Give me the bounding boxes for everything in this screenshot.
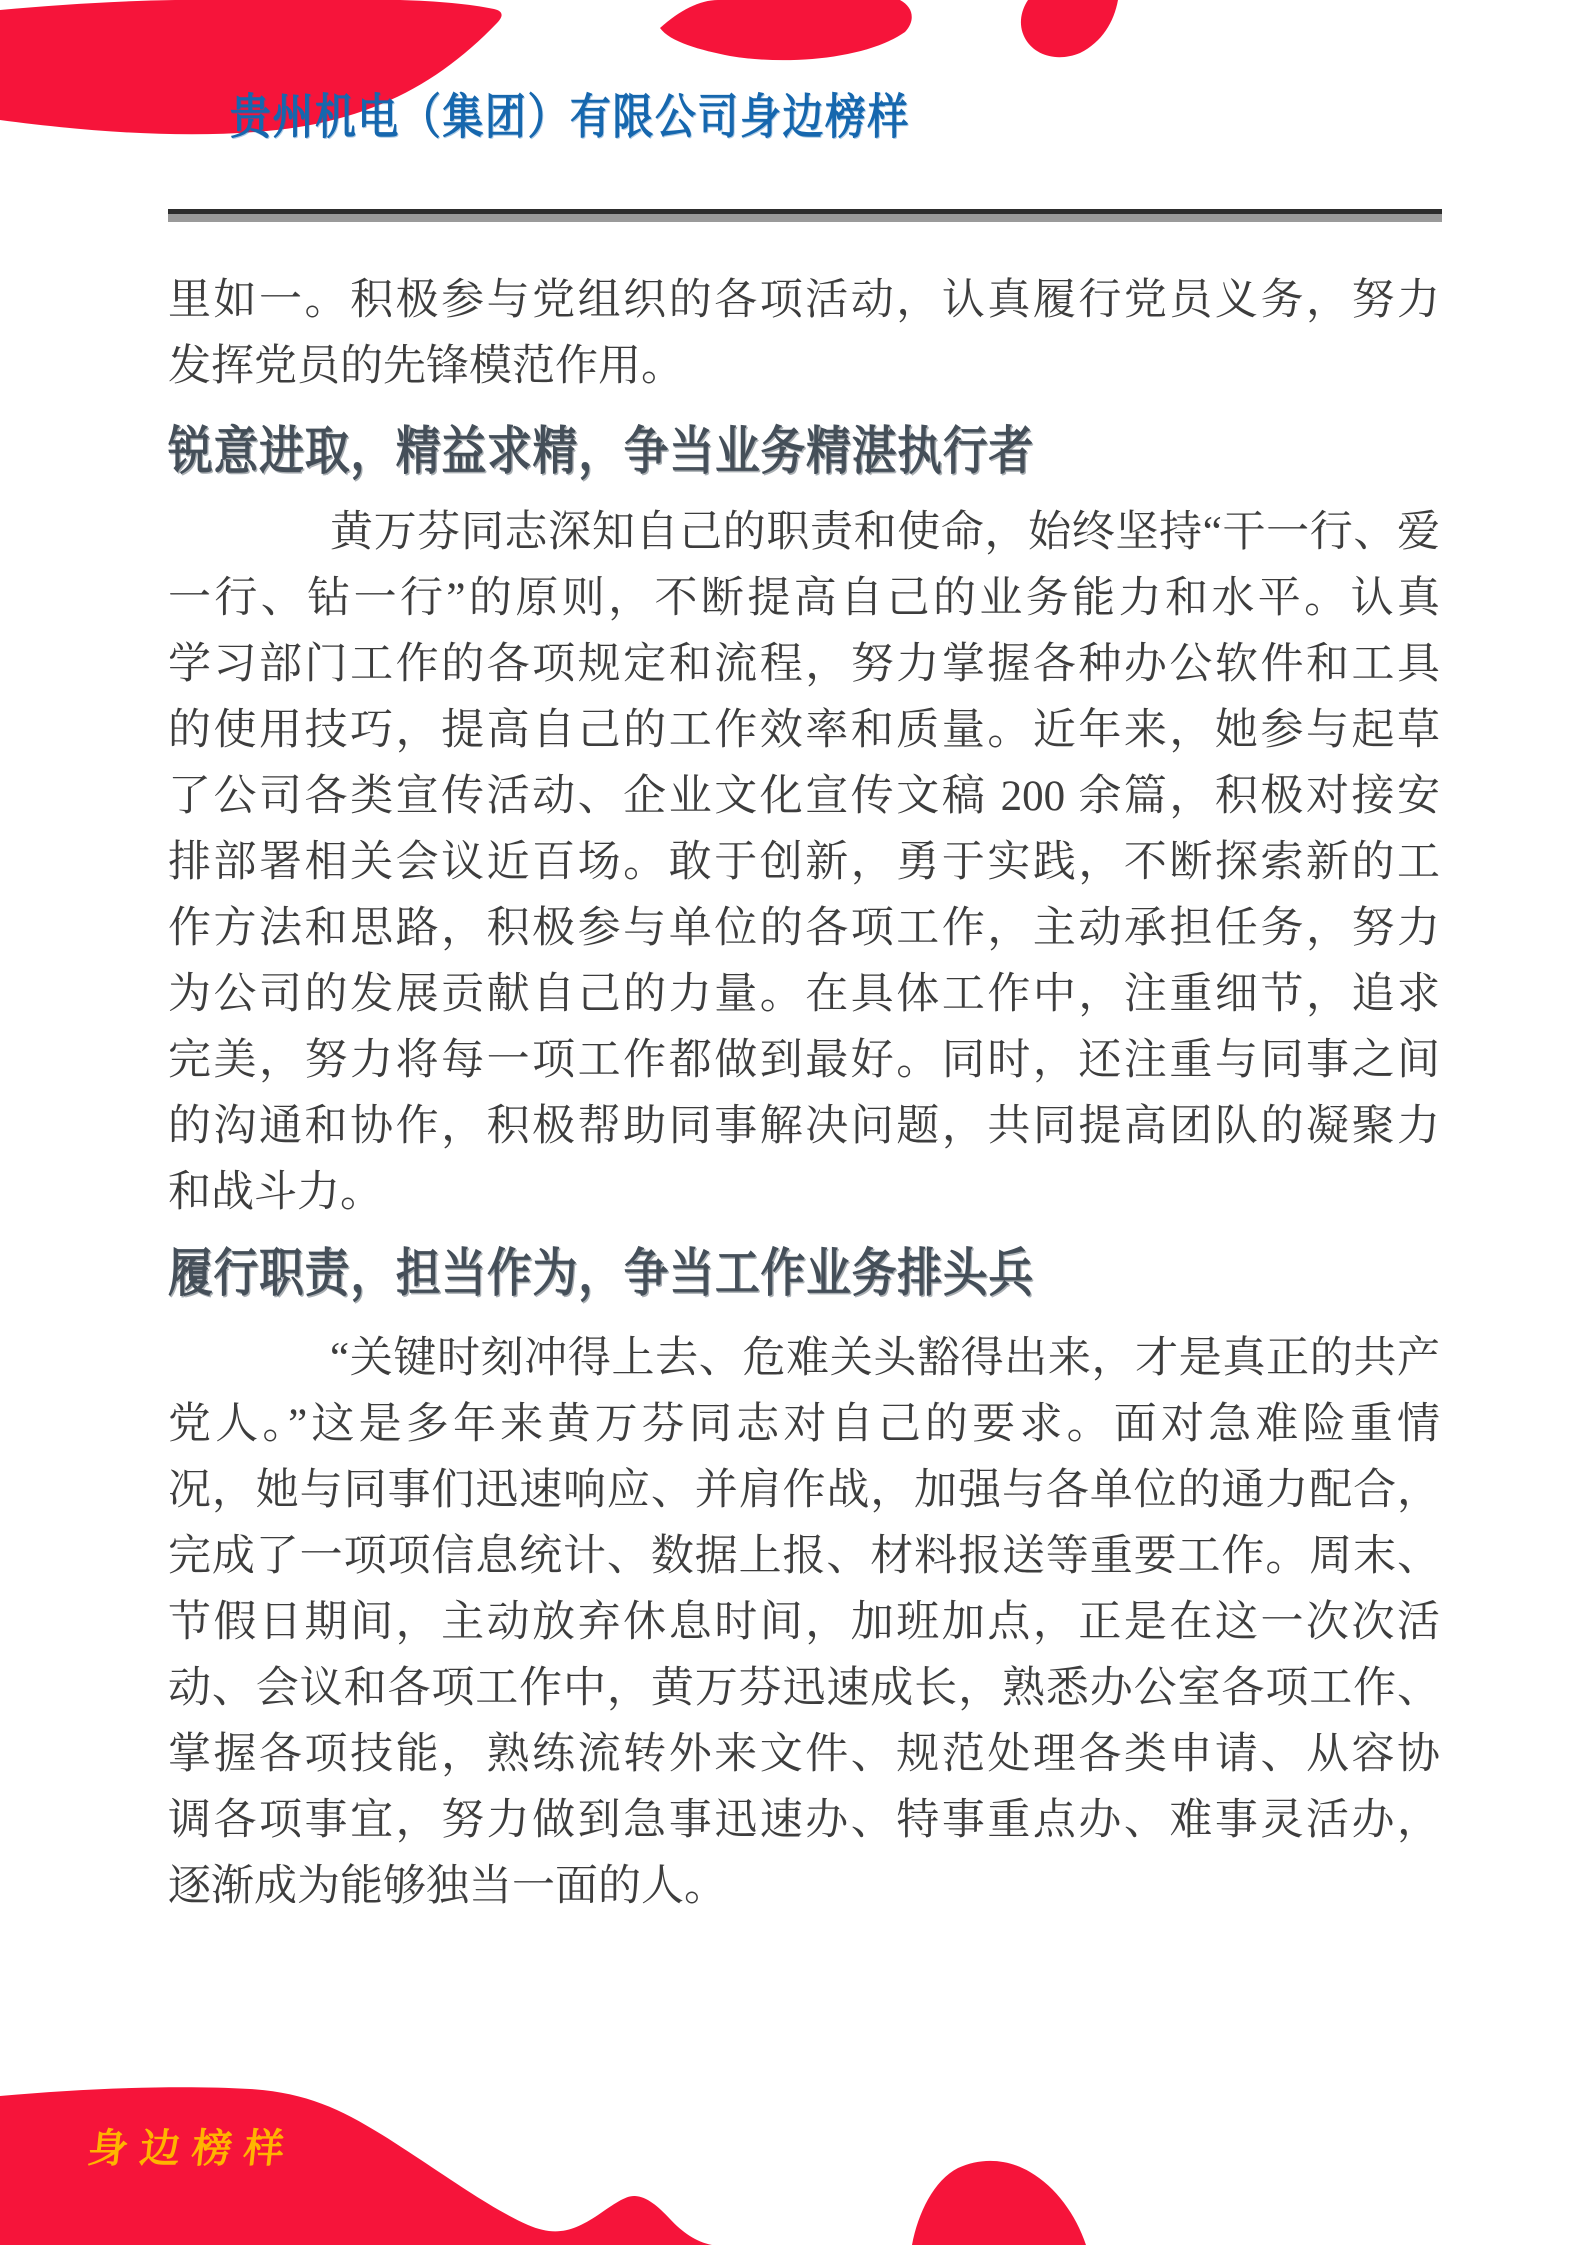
body-line: 况，她与同事们迅速响应、并肩作战，加强与各单位的通力配合， [168, 1467, 1440, 1514]
paragraph-2 [168, 500, 1440, 1226]
paragraph-1 [168, 268, 1440, 400]
top-wave-right-shape [1021, 0, 1118, 57]
body-line: 排部署相关会议近百场。敢于创新，勇于实践，不断探索新的工 [168, 839, 1440, 886]
body-line: 学习部门工作的各项规定和流程，努力掌握各种办公软件和工具 [168, 641, 1440, 688]
section-heading-1: 锐意进取，精益求精，争当业务精湛执行者 [168, 424, 1035, 481]
body-line: 党人。”这是多年来黄万芬同志对自己的要求。面对急难险重情 [168, 1401, 1440, 1448]
body-line: 和战斗力。 [168, 1169, 383, 1216]
body-line: 了公司各类宣传活动、企业文化宣传文稿 200 余篇，积极对接安 [168, 773, 1440, 820]
page-title: 贵州机电（集团）有限公司身边榜样 [230, 91, 911, 144]
body-line: 动、会议和各项工作中，黄万芬迅速成长，熟悉办公室各项工作、 [168, 1665, 1440, 1712]
title-divider [168, 209, 1442, 222]
body-line: 完美，努力将每一项工作都做到最好。同时，还注重与同事之间 [168, 1037, 1440, 1084]
body-line: 掌握各项技能，熟练流转外来文件、规范处理各类申请、从容协 [168, 1731, 1440, 1778]
section-heading-2: 履行职责，担当作为，争当工作业务排头兵 [168, 1246, 1035, 1303]
body-line: 调各项事宜，努力做到急事迅速办、特事重点办、难事灵活办， [168, 1797, 1440, 1844]
body-line: 节假日期间，主动放弃休息时间，加班加点，正是在这一次次活 [168, 1599, 1440, 1646]
body-line: 的使用技巧，提高自己的工作效率和质量。近年来，她参与起草 [168, 707, 1440, 754]
body-line: 的沟通和协作，积极帮助同事解决问题，共同提高团队的凝聚力 [168, 1103, 1440, 1150]
body-line: “关键时刻冲得上去、危难关头豁得出来，才是真正的共产 [330, 1335, 1440, 1382]
top-wave-middle-shape [660, 0, 912, 60]
paragraph-3 [168, 1326, 1440, 1920]
body-line: 逐渐成为能够独当一面的人。 [168, 1863, 727, 1910]
bottom-wave-mound-shape [912, 2161, 1086, 2245]
body-line: 里如一。积极参与党组织的各项活动，认真履行党员义务，努力 [168, 277, 1440, 324]
body-line: 黄万芬同志深知自己的职责和使命，始终坚持“干一行、爱 [330, 509, 1440, 556]
body-line: 发挥党员的先锋模范作用。 [168, 343, 684, 390]
body-line: 完成了一项项信息统计、数据上报、材料报送等重要工作。周末、 [168, 1533, 1440, 1580]
divider-light-line [168, 214, 1442, 222]
body-line: 为公司的发展贡献自己的力量。在具体工作中，注重细节，追求 [168, 971, 1440, 1018]
body-line: 一行、钻一行”的原则，不断提高自己的业务能力和水平。认真 [168, 575, 1440, 622]
footer-watermark: 身边榜样 [85, 2126, 299, 2171]
body-line: 作方法和思路，积极参与单位的各项工作，主动承担任务，努力 [168, 905, 1440, 952]
